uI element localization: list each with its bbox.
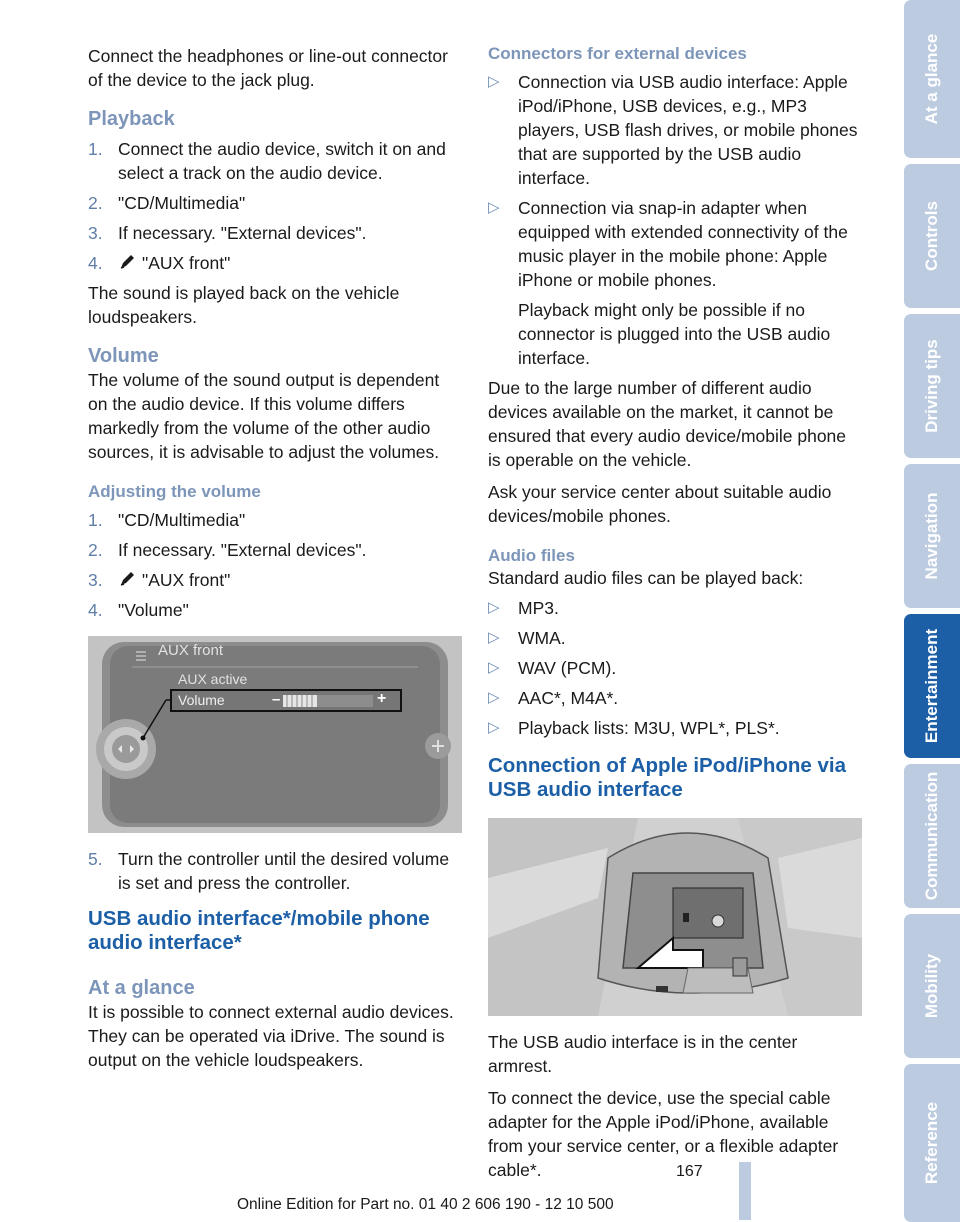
armrest-caption: The USB audio interface is in the center armrest. — [488, 1032, 798, 1076]
screen-bezel — [88, 636, 462, 833]
left-column — [88, 44, 462, 1072]
service-text: Ask your service center about suitable audio devices/mobile phones. — [488, 482, 832, 526]
page-number: 167 — [676, 1163, 703, 1180]
list-item: ▷ WMA. — [488, 628, 566, 648]
screen-status: AUX active — [178, 671, 248, 687]
chapter-tabs — [904, 0, 960, 1222]
adjusting-steps — [88, 508, 462, 622]
tab-driving-tips[interactable]: Driving tips — [904, 314, 960, 458]
list-item: ▷ Connection via snap-in adapter when equipped with extended connectivity of the music player in the mobile phone: Apple iPhone or mobile phones. Playback might only be possible if no connector is plugged into the USB audio interface. — [488, 196, 862, 370]
list-item: ▷ Connection via USB audio interface: Apple iPod/iPhone, USB devices, e.g., MP3 players, USB flash drives, or mobile phones that are supported by the USB audio interface. — [488, 72, 858, 188]
idrive-screen-figure — [88, 636, 462, 833]
list-item: 2. "CD/Multimedia" — [88, 193, 246, 213]
list-item: 3. If necessary. "External devices". — [88, 223, 367, 243]
connectors-heading: Connectors for external devices — [488, 44, 747, 63]
at-a-glance-heading: At a glance — [88, 977, 195, 999]
tab-at-a-glance[interactable]: At a glance — [904, 0, 960, 158]
right-column — [488, 44, 862, 1182]
list-item: ▷ Playback lists: M3U, WPL*, PLS*. — [488, 718, 780, 738]
volume-heading: Volume — [88, 345, 159, 367]
list-item: 4. "AUX front" — [88, 253, 231, 273]
page-marker — [739, 1162, 751, 1220]
audio-files-list — [488, 596, 862, 740]
list-item: 3. "AUX front" — [88, 570, 231, 590]
tab-communication[interactable]: Communication — [904, 764, 960, 908]
connectors-list — [488, 70, 862, 370]
tab-mobility[interactable]: Mobility — [904, 914, 960, 1058]
audio-files-heading: Audio files — [488, 546, 575, 565]
tab-controls[interactable]: Controls — [904, 164, 960, 308]
tab-navigation[interactable]: Navigation — [904, 464, 960, 608]
intro-text: Connect the headphones or line-out connector of the device to the jack plug. — [88, 46, 448, 90]
volume-plus: + — [377, 690, 387, 707]
armrest-illustration — [488, 818, 862, 1016]
footer-text: Online Edition for Part no. 01 40 2 606 190 - 12 10 500 — [237, 1196, 614, 1213]
apple-connection-heading: Connection of Apple iPod/iPhone via USB audio interface — [488, 754, 846, 801]
list-item: 4. "Volume" — [88, 600, 189, 620]
pen-icon — [118, 253, 136, 271]
compat-text: Due to the large number of different audio devices available on the market, it cannot be ensured that every audio device/mobile phone is operable on the vehicle. — [488, 378, 847, 470]
volume-minus: – — [272, 691, 281, 708]
list-item: 2. If necessary. "External devices". — [88, 540, 367, 560]
list-item: 1. Connect the audio device, switch it on and select a track on the audio device. — [88, 139, 446, 183]
list-item: ▷ WAV (PCM). — [488, 658, 617, 678]
list-item: 1. "CD/Multimedia" — [88, 510, 246, 530]
list-item: ▷ AAC*, M4A*. — [488, 688, 619, 708]
tab-reference[interactable]: Reference — [904, 1064, 960, 1222]
at-a-glance-text: It is possible to connect external audio devices. They can be operated via iDrive. The sound is output on the vehicle loudspeakers. — [88, 1002, 454, 1070]
screen-title: AUX front — [158, 642, 224, 659]
usb-interface-heading: USB audio interface*/mobile phone audio interface* — [88, 907, 430, 954]
playback-note: The sound is played back on the vehicle loudspeakers. — [88, 283, 400, 327]
list-item: ▷ MP3. — [488, 598, 559, 618]
final-step — [88, 847, 462, 895]
volume-text: The volume of the sound output is dependent on the audio device. If this volume differs markedly from the volume of the other audio sources, it is advisable to adjust the volumes. — [88, 370, 440, 462]
playback-heading: Playback — [88, 108, 175, 130]
adjusting-heading: Adjusting the volume — [88, 482, 261, 501]
tab-entertainment[interactable]: Entertainment — [904, 614, 960, 758]
playback-steps — [88, 137, 462, 275]
list-item: 5. Turn the controller until the desired volume is set and press the controller. — [88, 849, 450, 893]
armrest-drawing — [488, 818, 862, 1016]
connector-note: Playback might only be possible if no connector is plugged into the USB audio interface. — [518, 300, 831, 368]
pen-icon — [118, 570, 136, 588]
adapter-text: To connect the device, use the special cable adapter for the Apple iPod/iPhone, available from your service center, or a flexible adapter cable*. — [488, 1088, 839, 1180]
audio-files-intro: Standard audio files can be played back: — [488, 568, 804, 588]
screen-volume-row: Volume — [178, 692, 225, 708]
